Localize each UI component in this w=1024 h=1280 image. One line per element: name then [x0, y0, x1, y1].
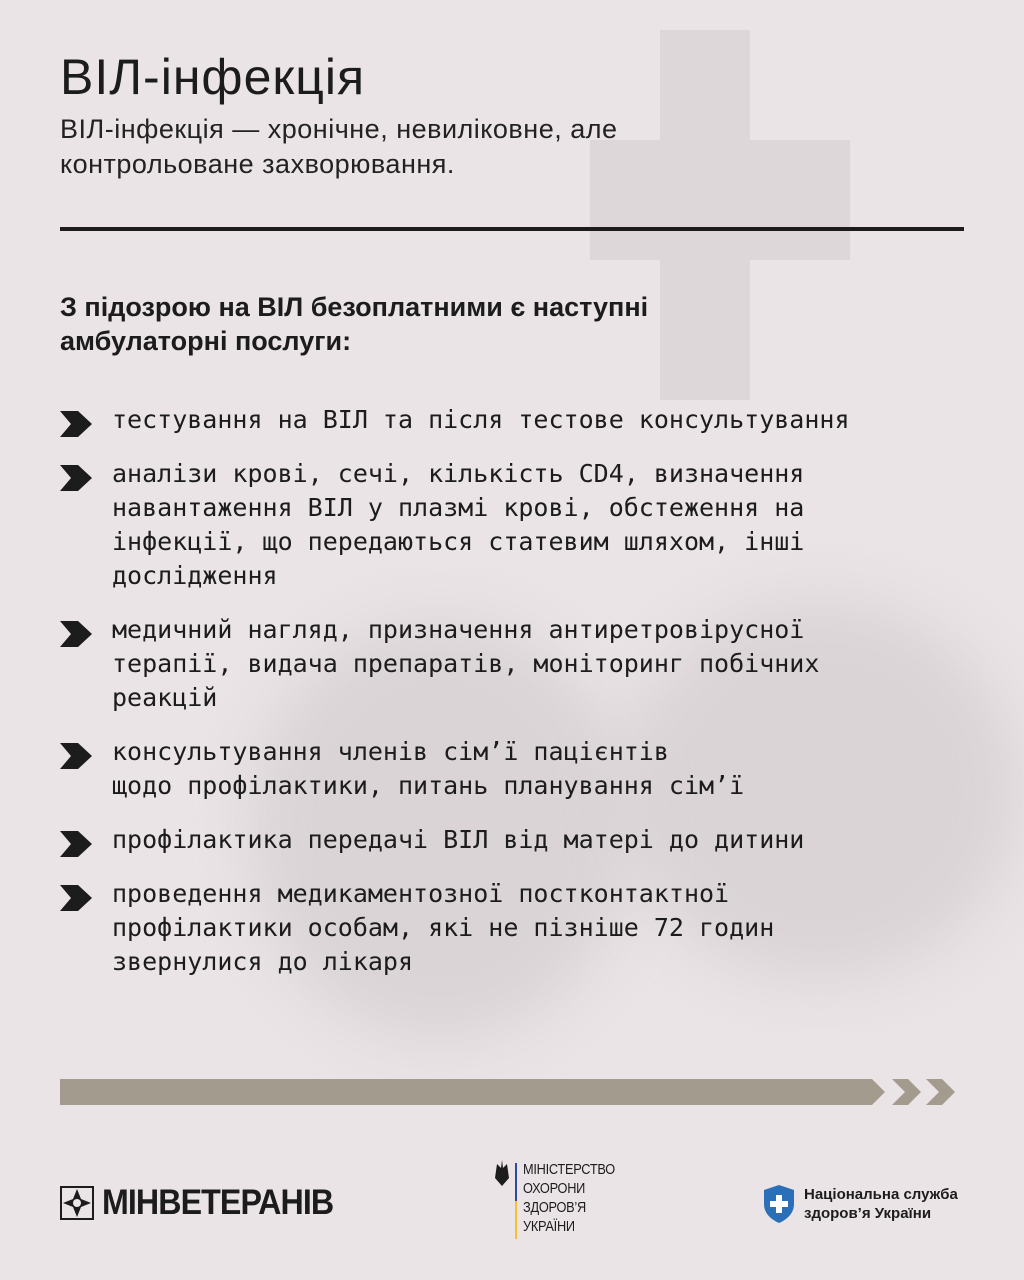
trident-icon [494, 1160, 510, 1186]
service-text: тестування на ВІЛ та після тестове консультування [112, 405, 850, 434]
section-heading: З підозрою на ВІЛ безоплатними є наступні амбулаторні послуги: [60, 292, 649, 356]
chevron-right-icon [60, 621, 92, 647]
minveteraniv-label: МІНВЕТЕРАНІВ [102, 1183, 334, 1222]
nszu-line: здоров’я України [804, 1205, 932, 1222]
service-text: проведення медикаментозної постконтактної профілактики особам, які не пізніше 72 годин звернулися до лікаря [112, 879, 775, 976]
moz-line: ЗДОРОВ’Я [523, 1199, 586, 1216]
moz-label [523, 1160, 631, 1239]
chevron-right-icon [60, 885, 92, 911]
minveteraniv-logo [60, 1183, 353, 1223]
chevron-right-icon [60, 465, 92, 491]
page-title: ВІЛ-інфекція [60, 49, 366, 105]
chevron-right-icon [60, 831, 92, 857]
chevron-right-icon [60, 743, 92, 769]
moz-divider [515, 1163, 517, 1239]
service-text: медичний нагляд, призначення антиретровірусної терапії, видача препаратів, моніторинг побічних реакцій [112, 615, 820, 712]
nszu-label [804, 1185, 958, 1223]
shield-icon [762, 1184, 796, 1224]
list-item [60, 735, 964, 803]
decorative-arrow-bar [60, 1079, 964, 1105]
service-text: профілактика передачі ВІЛ від матері до дитини [112, 825, 805, 854]
divider [60, 227, 964, 231]
list-item [60, 823, 964, 857]
list-item [60, 457, 964, 593]
moz-line: УКРАЇНИ [523, 1218, 575, 1235]
services-list [60, 403, 964, 999]
list-item [60, 403, 964, 437]
page-subtitle: ВІЛ-інфекція — хронічне, невиліковне, але контрольоване захворювання. [60, 114, 618, 179]
service-text: аналізи крові, сечі, кількість CD4, визначення навантаження ВІЛ у плазмі крові, обстеження на інфекції, що передаються статевим шляхом, інші дослідження [112, 459, 805, 590]
moz-line: ОХОРОНИ [523, 1180, 586, 1197]
chevron-right-icon [60, 411, 92, 437]
moz-line: МІНІСТЕРСТВО [523, 1161, 615, 1178]
veterans-emblem-icon [60, 1186, 94, 1220]
list-item [60, 613, 964, 715]
nszu-logo [762, 1184, 958, 1224]
moz-logo [494, 1160, 631, 1239]
list-item [60, 877, 964, 979]
nszu-line: Національна служба [804, 1186, 958, 1203]
service-text: консультування членів сім’ї пацієнтів щодо профілактики, питань планування сім’ї [112, 737, 745, 800]
